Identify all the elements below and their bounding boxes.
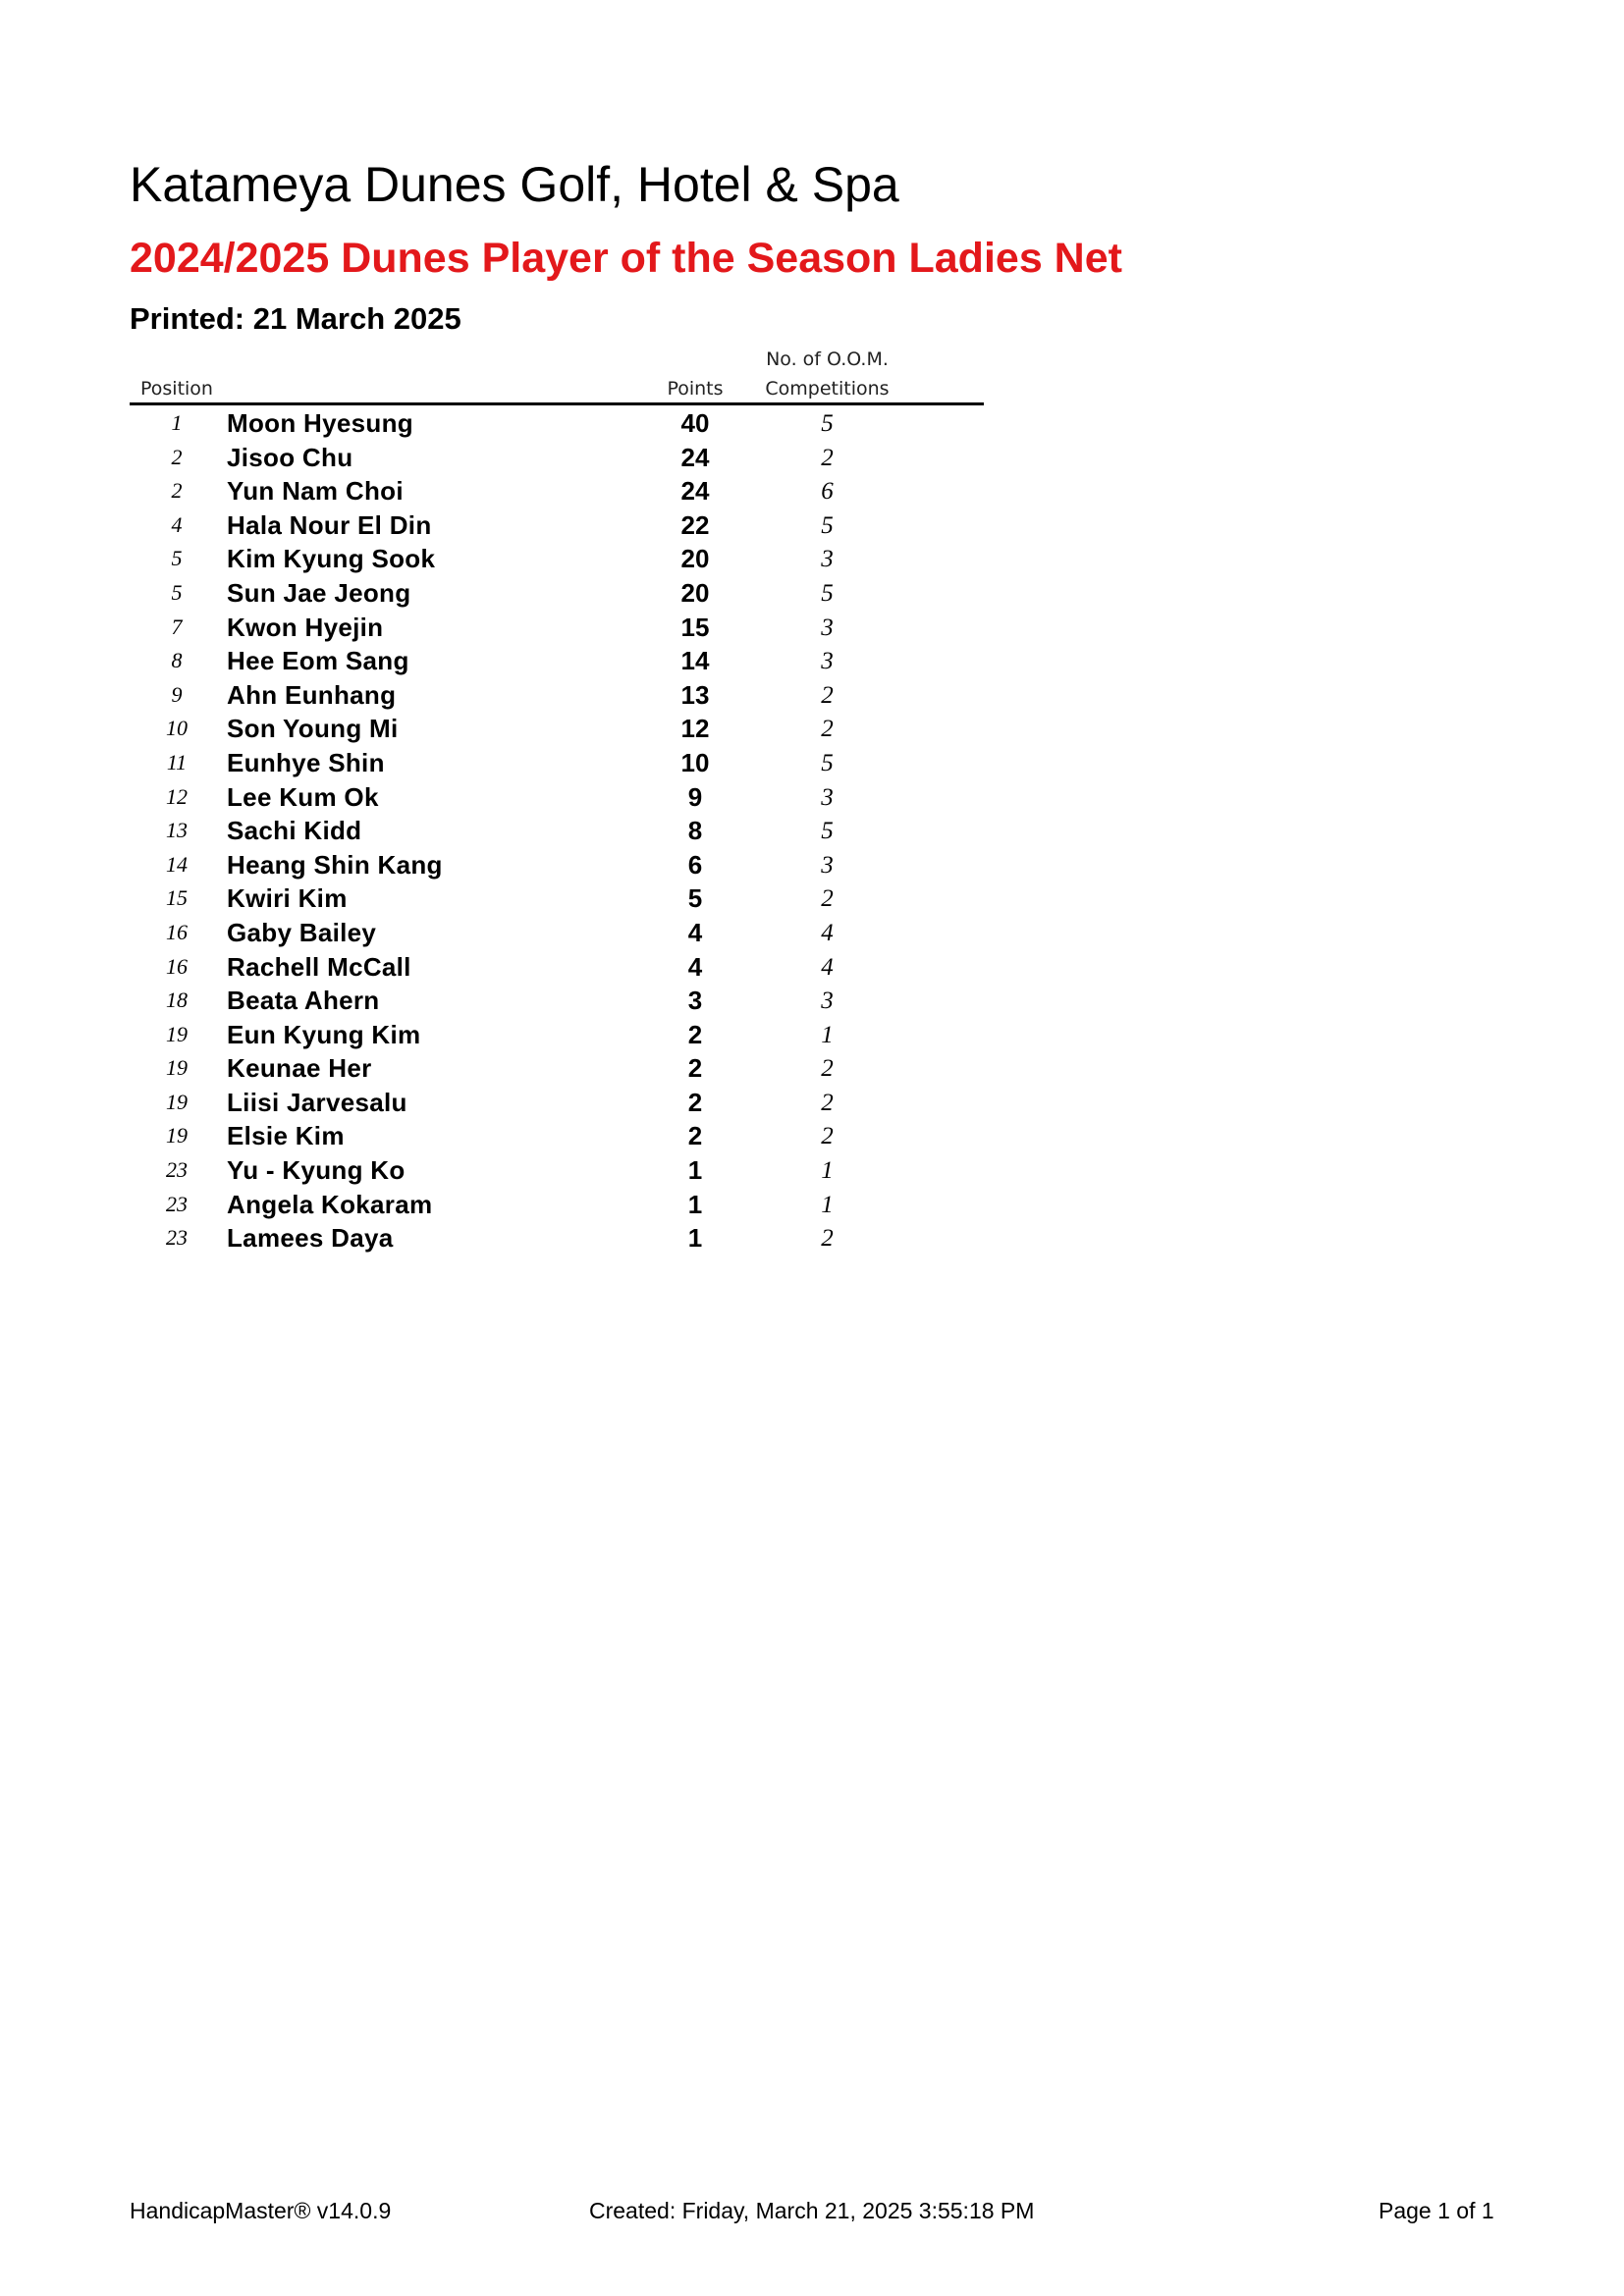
position-cell: 4 xyxy=(171,511,183,537)
table-row xyxy=(130,881,984,916)
competitions-cell: 2 xyxy=(821,444,834,471)
player-name-cell: Yu - Kyung Ko xyxy=(227,1155,406,1186)
player-name-cell: Ahn Eunhang xyxy=(227,679,397,710)
player-name-cell: Beata Ahern xyxy=(227,986,380,1016)
points-cell: 40 xyxy=(680,408,710,438)
player-name-cell: Kwiri Kim xyxy=(227,883,348,914)
competitions-cell: 5 xyxy=(821,818,834,845)
table-row xyxy=(130,1086,984,1120)
player-name-cell: Eun Kyung Kim xyxy=(227,1019,421,1049)
position-cell: 23 xyxy=(166,1157,188,1183)
table-row xyxy=(130,984,984,1018)
table-row xyxy=(130,712,984,746)
points-cell: 6 xyxy=(687,849,703,880)
header-divider xyxy=(130,402,984,405)
player-name-cell: Angela Kokaram xyxy=(227,1189,433,1219)
points-cell: 3 xyxy=(687,986,703,1016)
points-cell: 9 xyxy=(687,781,703,812)
competitions-cell: 3 xyxy=(821,851,834,879)
competitions-cell: 4 xyxy=(821,919,834,946)
points-cell: 2 xyxy=(687,1121,703,1151)
player-name-cell: Heang Shin Kang xyxy=(227,849,443,880)
player-name-cell: Rachell McCall xyxy=(227,951,411,982)
competitions-cell: 1 xyxy=(821,1191,834,1218)
points-cell: 12 xyxy=(680,714,710,744)
competitions-cell: 1 xyxy=(821,1021,834,1048)
table-row xyxy=(130,1051,984,1086)
competitions-cell: 2 xyxy=(821,716,834,743)
competitions-cell: 2 xyxy=(821,1055,834,1083)
competitions-cell: 6 xyxy=(821,478,834,506)
table-row xyxy=(130,611,984,645)
points-cell: 2 xyxy=(687,1053,703,1084)
position-cell: 16 xyxy=(166,919,188,944)
table-row xyxy=(130,1153,984,1188)
table-row xyxy=(130,1188,984,1222)
player-name-cell: Lamees Daya xyxy=(227,1223,394,1254)
standings-table xyxy=(130,406,984,1255)
points-cell: 1 xyxy=(687,1223,703,1254)
column-header-position: Position xyxy=(140,378,213,400)
position-cell: 19 xyxy=(166,1089,188,1114)
table-row xyxy=(130,746,984,780)
points-cell: 8 xyxy=(687,816,703,846)
position-cell: 16 xyxy=(166,953,188,979)
table-row xyxy=(130,780,984,815)
page-number: Page 1 of 1 xyxy=(1379,2198,1494,2223)
table-row xyxy=(130,441,984,475)
points-cell: 14 xyxy=(680,646,710,676)
competitions-cell: 3 xyxy=(821,783,834,811)
position-cell: 2 xyxy=(171,478,183,504)
position-cell: 19 xyxy=(166,1123,188,1148)
position-cell: 23 xyxy=(166,1191,188,1216)
report-title: 2024/2025 Dunes Player of the Season Ladies Net xyxy=(130,235,1122,282)
club-name: Katameya Dunes Golf, Hotel & Spa xyxy=(130,157,899,212)
position-cell: 7 xyxy=(171,614,183,639)
player-name-cell: Kwon Hyejin xyxy=(227,612,384,642)
table-row xyxy=(130,474,984,508)
player-name-cell: Eunhye Shin xyxy=(227,747,385,777)
table-row xyxy=(130,678,984,713)
points-cell: 24 xyxy=(680,476,710,507)
points-cell: 24 xyxy=(680,442,710,472)
position-cell: 13 xyxy=(166,818,188,843)
position-cell: 23 xyxy=(166,1225,188,1251)
player-name-cell: Lee Kum Ok xyxy=(227,781,379,812)
table-row xyxy=(130,1221,984,1255)
table-row xyxy=(130,1119,984,1153)
position-cell: 10 xyxy=(166,716,188,741)
position-cell: 1 xyxy=(171,410,183,435)
created-timestamp: Created: Friday, March 21, 2025 3:55:18 PM xyxy=(589,2198,1035,2223)
points-cell: 13 xyxy=(680,679,710,710)
table-row xyxy=(130,1018,984,1052)
competitions-cell: 3 xyxy=(821,614,834,641)
column-header-points: Points xyxy=(667,378,724,400)
table-row xyxy=(130,406,984,441)
points-cell: 2 xyxy=(687,1019,703,1049)
competitions-cell: 2 xyxy=(821,1225,834,1253)
position-cell: 14 xyxy=(166,851,188,877)
position-cell: 5 xyxy=(171,546,183,571)
player-name-cell: Gaby Bailey xyxy=(227,917,377,947)
player-name-cell: Hee Eom Sang xyxy=(227,646,409,676)
points-cell: 20 xyxy=(680,544,710,574)
competitions-cell: 3 xyxy=(821,648,834,675)
position-cell: 9 xyxy=(171,681,183,707)
table-row xyxy=(130,950,984,985)
competitions-cell: 3 xyxy=(821,988,834,1015)
player-name-cell: Son Young Mi xyxy=(227,714,399,744)
points-cell: 15 xyxy=(680,612,710,642)
position-cell: 11 xyxy=(166,749,188,774)
player-name-cell: Jisoo Chu xyxy=(227,442,353,472)
table-row xyxy=(130,542,984,576)
software-version: HandicapMaster® v14.0.9 xyxy=(130,2198,392,2223)
points-cell: 10 xyxy=(680,747,710,777)
points-cell: 22 xyxy=(680,509,710,540)
position-cell: 8 xyxy=(171,648,183,673)
player-name-cell: Yun Nam Choi xyxy=(227,476,404,507)
points-cell: 1 xyxy=(687,1189,703,1219)
competitions-cell: 5 xyxy=(821,511,834,539)
player-name-cell: Elsie Kim xyxy=(227,1121,345,1151)
position-cell: 5 xyxy=(171,579,183,605)
player-name-cell: Kim Kyung Sook xyxy=(227,544,436,574)
competitions-cell: 5 xyxy=(821,410,834,437)
table-row xyxy=(130,576,984,611)
competitions-cell: 2 xyxy=(821,1089,834,1116)
table-row xyxy=(130,848,984,882)
table-row xyxy=(130,916,984,950)
position-cell: 15 xyxy=(166,885,188,911)
competitions-cell: 3 xyxy=(821,546,834,573)
competitions-cell: 1 xyxy=(821,1157,834,1185)
competitions-cell: 4 xyxy=(821,953,834,981)
column-header-competitions-line2: Competitions xyxy=(765,378,890,400)
position-cell: 12 xyxy=(166,783,188,809)
position-cell: 18 xyxy=(166,988,188,1013)
points-cell: 4 xyxy=(687,951,703,982)
position-cell: 2 xyxy=(171,444,183,469)
points-cell: 4 xyxy=(687,917,703,947)
table-row xyxy=(130,814,984,848)
points-cell: 2 xyxy=(687,1087,703,1117)
points-cell: 1 xyxy=(687,1155,703,1186)
player-name-cell: Keunae Her xyxy=(227,1053,372,1084)
printed-date: Printed: 21 March 2025 xyxy=(130,301,461,336)
competitions-cell: 5 xyxy=(821,579,834,607)
player-name-cell: Moon Hyesung xyxy=(227,408,413,438)
table-row xyxy=(130,508,984,543)
column-header-competitions-line1: No. of O.O.M. xyxy=(766,348,889,370)
competitions-cell: 5 xyxy=(821,749,834,776)
player-name-cell: Sun Jae Jeong xyxy=(227,577,411,608)
player-name-cell: Liisi Jarvesalu xyxy=(227,1087,407,1117)
table-row xyxy=(130,644,984,678)
competitions-cell: 2 xyxy=(821,681,834,709)
points-cell: 20 xyxy=(680,577,710,608)
competitions-cell: 2 xyxy=(821,1123,834,1150)
player-name-cell: Hala Nour El Din xyxy=(227,509,432,540)
points-cell: 5 xyxy=(687,883,703,914)
player-name-cell: Sachi Kidd xyxy=(227,816,362,846)
position-cell: 19 xyxy=(166,1055,188,1081)
position-cell: 19 xyxy=(166,1021,188,1046)
competitions-cell: 2 xyxy=(821,885,834,913)
